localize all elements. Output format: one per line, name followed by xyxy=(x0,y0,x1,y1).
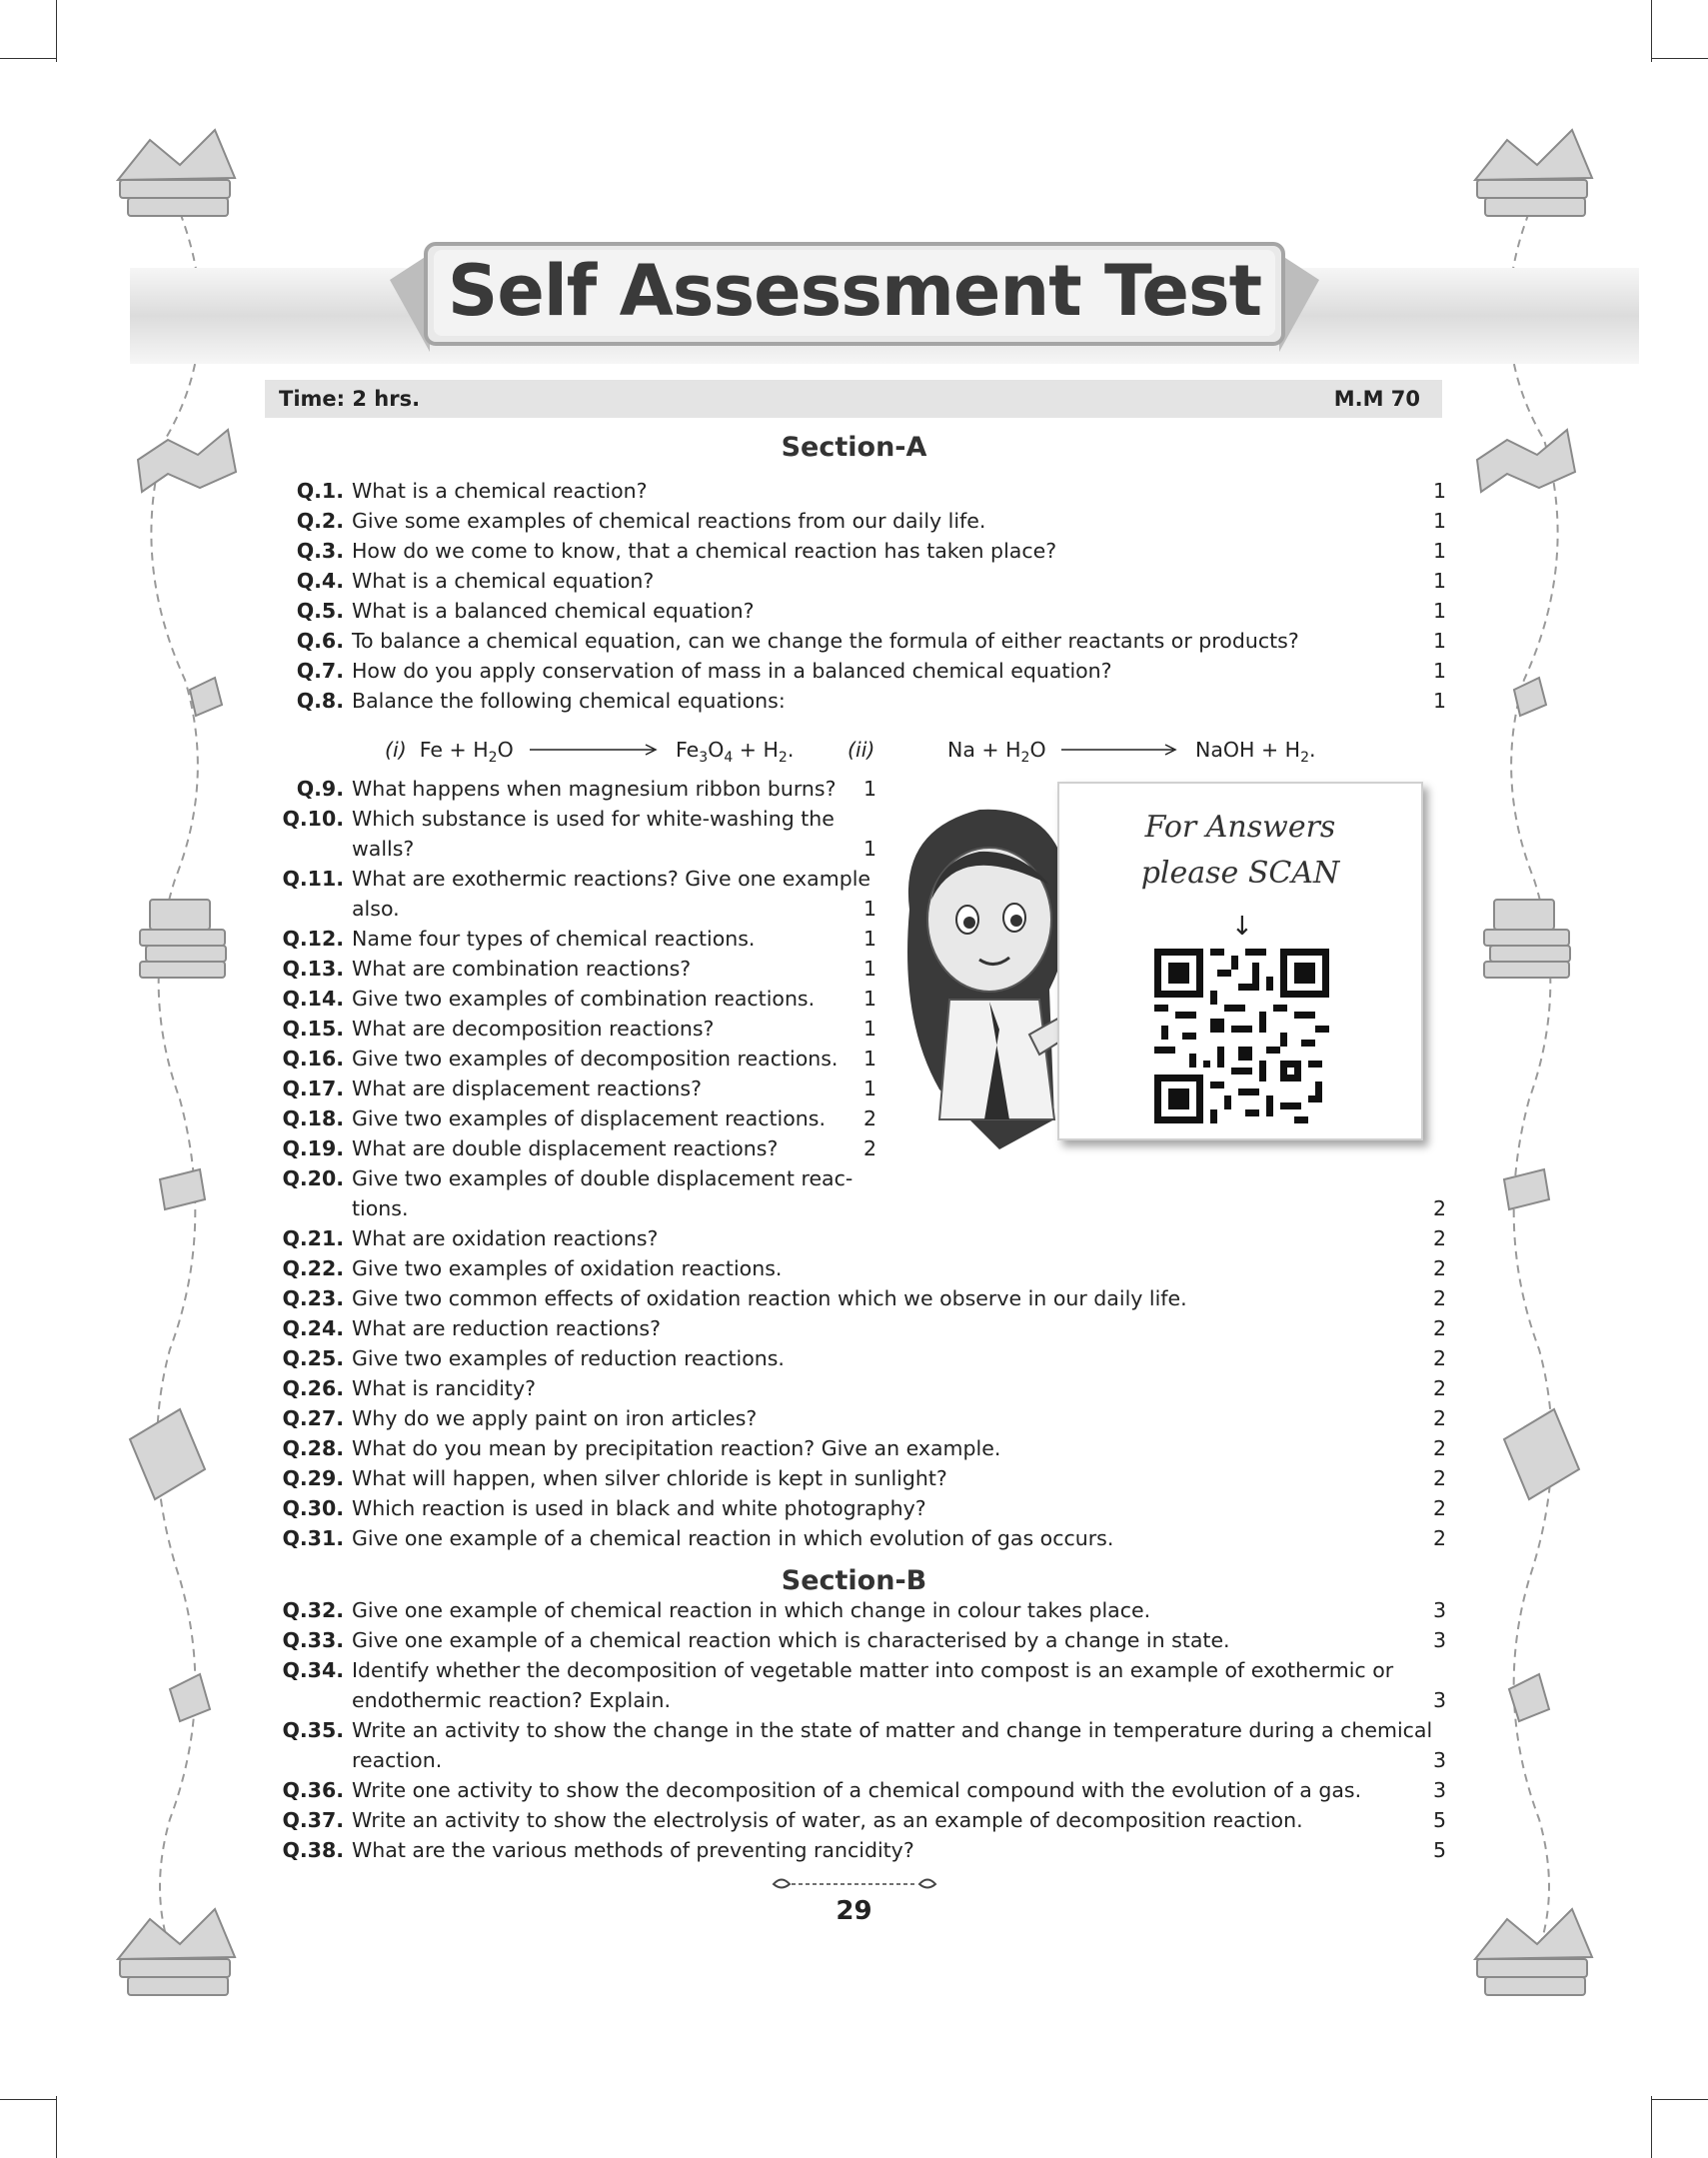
question-text: To balance a chemical equation, can we change the formula of either reactants or products? xyxy=(352,629,1299,653)
question-item xyxy=(282,506,1453,536)
question-item xyxy=(282,1595,1453,1625)
question-marks: 1 xyxy=(1433,629,1447,653)
question-text: What is a balanced chemical equation? xyxy=(352,599,755,623)
max-marks: M.M 70 xyxy=(1333,387,1420,411)
page-number: 29 xyxy=(836,1896,872,1926)
question-marks: 2 xyxy=(1433,1226,1447,1250)
question-item xyxy=(282,774,883,804)
question-number: Q.33. xyxy=(282,1628,344,1652)
question-text: What happens when magnesium ribbon burns? xyxy=(352,777,837,801)
question-text: What is a chemical equation? xyxy=(352,569,655,593)
question-number: Q.19. xyxy=(282,1136,344,1160)
question-item xyxy=(282,1373,1453,1403)
question-item xyxy=(282,1493,1453,1523)
question-number: Q.11. xyxy=(282,867,344,891)
question-item xyxy=(282,1463,1453,1493)
question-item xyxy=(282,1133,883,1163)
question-marks: 1 xyxy=(863,1077,877,1100)
question-text: What is a chemical reaction? xyxy=(352,479,648,503)
question-item xyxy=(282,626,1453,656)
question-text: What are reduction reactions? xyxy=(352,1316,661,1340)
question-item xyxy=(282,1283,1453,1313)
question-text: Identify whether the decomposition of vegetable matter into compost is an example of exothermic or xyxy=(352,1658,1394,1682)
question-text: What is rancidity? xyxy=(352,1376,536,1400)
closed-book-icon xyxy=(130,1409,205,1499)
question-text: How do you apply conservation of mass in a balanced chemical equation? xyxy=(352,659,1112,683)
question-number: Q.22. xyxy=(282,1256,344,1280)
small-book-icon xyxy=(160,1169,205,1209)
equation-left: $Fe + H_2O$ xyxy=(419,738,514,767)
question-number: Q.12. xyxy=(282,927,344,951)
question-text: Which substance is used for white-washing the xyxy=(352,807,835,831)
question-number: Q.5. xyxy=(296,599,344,623)
question-number: Q.8. xyxy=(296,689,344,713)
question-number: Q.24. xyxy=(282,1316,344,1340)
question-item xyxy=(282,1313,1453,1343)
question-marks: 2 xyxy=(1433,1316,1447,1340)
question-item xyxy=(282,1074,883,1103)
question-item xyxy=(282,1655,1453,1712)
question-item xyxy=(282,1433,1453,1463)
question-number: Q.15. xyxy=(282,1017,344,1041)
question-text: Balance the following chemical equations: xyxy=(352,689,786,713)
question-number: Q.20. xyxy=(282,1166,344,1190)
question-marks: 1 xyxy=(863,1017,877,1041)
question-text-continued: also. xyxy=(352,897,400,921)
equation-ii-label-wrap xyxy=(848,735,874,765)
question-number: Q.18. xyxy=(282,1106,344,1130)
question-text: What are combination reactions? xyxy=(352,957,692,981)
question-text: What are displacement reactions? xyxy=(352,1077,702,1100)
question-text: What are exothermic reactions? Give one example xyxy=(352,867,871,891)
question-number: Q.30. xyxy=(282,1496,344,1520)
question-text: Give one example of a chemical reaction in which evolution of gas occurs. xyxy=(352,1526,1114,1550)
question-number: Q.21. xyxy=(282,1226,344,1250)
small-book-icon xyxy=(1504,1169,1549,1209)
equation-ii: $Na + H_2O$ xyxy=(947,738,1046,767)
question-text: Why do we apply paint on iron articles? xyxy=(352,1406,758,1430)
question-item xyxy=(282,1163,1453,1220)
question-marks: 3 xyxy=(1433,1778,1447,1802)
question-number: Q.23. xyxy=(282,1286,344,1310)
section-b-title: Section-B xyxy=(781,1565,927,1596)
footer-ornament xyxy=(770,1875,939,1893)
question-number: Q.27. xyxy=(282,1406,344,1430)
question-text: Name four types of chemical reactions. xyxy=(352,927,756,951)
section-a-title: Section-A xyxy=(781,432,927,463)
question-number: Q.2. xyxy=(296,509,344,533)
question-text-continued: reaction. xyxy=(352,1748,443,1772)
answer-scan-card xyxy=(1057,782,1423,1140)
question-number: Q.16. xyxy=(282,1047,344,1071)
question-number: Q.31. xyxy=(282,1526,344,1550)
question-marks: 1 xyxy=(1433,689,1447,713)
question-number: Q.6. xyxy=(296,629,344,653)
question-item xyxy=(282,566,1453,596)
question-item xyxy=(282,1715,1453,1772)
question-item xyxy=(282,1014,883,1044)
question-item xyxy=(282,924,883,954)
question-number: Q.28. xyxy=(282,1436,344,1460)
question-number: Q.35. xyxy=(282,1718,344,1742)
question-marks: 3 xyxy=(1433,1628,1447,1652)
question-text: Give two examples of reduction reactions. xyxy=(352,1346,785,1370)
question-text: Give two examples of oxidation reactions. xyxy=(352,1256,783,1280)
question-number: Q.1. xyxy=(296,479,344,503)
question-text-continued: walls? xyxy=(352,837,415,861)
question-item xyxy=(282,1343,1453,1373)
question-number: Q.36. xyxy=(282,1778,344,1802)
question-marks: 2 xyxy=(863,1136,877,1160)
question-text: Write one activity to show the decomposition of a chemical compound with the evolution of a gas. xyxy=(352,1778,1362,1802)
question-marks: 2 xyxy=(863,1106,877,1130)
question-marks: 2 xyxy=(1433,1196,1447,1220)
question-marks: 5 xyxy=(1433,1808,1447,1832)
question-marks: 2 xyxy=(1433,1496,1447,1520)
question-text: What are oxidation reactions? xyxy=(352,1226,659,1250)
question-text: What are double displacement reactions? xyxy=(352,1136,779,1160)
question-marks: 1 xyxy=(863,777,877,801)
question-text: Give some examples of chemical reactions from our daily life. xyxy=(352,509,986,533)
question-marks: 1 xyxy=(1433,509,1447,533)
question-number: Q.14. xyxy=(282,987,344,1011)
question-item xyxy=(282,804,883,861)
question-text-continued: endothermic reaction? Explain. xyxy=(352,1688,671,1712)
question-marks: 2 xyxy=(1433,1466,1447,1490)
question-number: Q.29. xyxy=(282,1466,344,1490)
question-item xyxy=(282,984,883,1014)
question-marks: 2 xyxy=(1433,1526,1447,1550)
book-stack-icon xyxy=(140,900,226,978)
question-item xyxy=(282,1805,1453,1835)
question-number: Q.3. xyxy=(296,539,344,563)
question-text: Give one example of chemical reaction in which change in colour takes place. xyxy=(352,1598,1151,1622)
equation-label: (i) xyxy=(385,738,407,762)
question-text: What do you mean by precipitation reaction? Give an example. xyxy=(352,1436,1001,1460)
question-number: Q.38. xyxy=(282,1838,344,1862)
question-text: What are the various methods of preventing rancidity? xyxy=(352,1838,914,1862)
small-book-icon xyxy=(190,678,222,716)
question-text: What are decomposition reactions? xyxy=(352,1017,715,1041)
question-item xyxy=(282,1403,1453,1433)
book-stack-icon xyxy=(1475,130,1592,216)
question-item xyxy=(282,1775,1453,1805)
question-item xyxy=(282,864,883,921)
question-marks: 1 xyxy=(1433,599,1447,623)
equation-label: (ii) xyxy=(848,738,875,762)
question-number: Q.9. xyxy=(296,777,344,801)
question-marks: 3 xyxy=(1433,1688,1447,1712)
question-marks: 1 xyxy=(1433,539,1447,563)
question-number: Q.13. xyxy=(282,957,344,981)
question-text: Give one example of a chemical reaction which is characterised by a change in state. xyxy=(352,1628,1230,1652)
question-marks: 1 xyxy=(863,897,877,921)
question-marks: 1 xyxy=(1433,569,1447,593)
question-marks: 3 xyxy=(1433,1598,1447,1622)
question-item xyxy=(282,1044,883,1074)
question-text: How do we come to know, that a chemical reaction has taken place? xyxy=(352,539,1057,563)
question-text: Write an activity to show the electrolysis of water, as an example of decomposition reaction. xyxy=(352,1808,1303,1832)
question-number: Q.34. xyxy=(282,1658,344,1682)
question-item xyxy=(282,686,1453,716)
question-marks: 1 xyxy=(863,837,877,861)
question-number: Q.4. xyxy=(296,569,344,593)
question-number: Q.7. xyxy=(296,659,344,683)
time-label: Time: 2 hrs. xyxy=(279,387,421,411)
down-arrow-icon: ↓ xyxy=(1231,912,1253,942)
equation-i-product: $Fe_3O_4 + H_2$. xyxy=(676,738,795,767)
question-number: Q.32. xyxy=(282,1598,344,1622)
question-item xyxy=(282,1103,883,1133)
small-book-icon xyxy=(1514,678,1546,716)
closed-book-icon xyxy=(1504,1409,1579,1499)
question-marks: 5 xyxy=(1433,1838,1447,1862)
small-book-icon xyxy=(170,1674,210,1721)
scan-line-1: For Answers xyxy=(1144,810,1336,845)
question-number: Q.17. xyxy=(282,1077,344,1100)
question-item xyxy=(282,536,1453,566)
qr-code[interactable] xyxy=(1154,949,1329,1123)
question-number: Q.10. xyxy=(282,807,344,831)
question-item xyxy=(282,1223,1453,1253)
scan-line-2: please SCAN xyxy=(1140,856,1340,891)
question-marks: 2 xyxy=(1433,1376,1447,1400)
question-text: What will happen, when silver chloride is kept in sunlight? xyxy=(352,1466,947,1490)
question-text: Give two examples of combination reactions. xyxy=(352,987,816,1011)
question-marks: 1 xyxy=(1433,479,1447,503)
question-text: Give two examples of double displacement reac- xyxy=(352,1166,854,1190)
question-marks: 1 xyxy=(863,1047,877,1071)
question-number: Q.37. xyxy=(282,1808,344,1832)
question-item xyxy=(282,1253,1453,1283)
question-marks: 2 xyxy=(1433,1256,1447,1280)
time-marks-bar xyxy=(265,380,1442,418)
question-marks: 2 xyxy=(1433,1406,1447,1430)
question-text: Give two examples of decomposition reactions. xyxy=(352,1047,839,1071)
question-number: Q.25. xyxy=(282,1346,344,1370)
reaction-arrow-icon xyxy=(530,742,660,758)
question-item xyxy=(282,476,1453,506)
question-item xyxy=(282,1835,1453,1865)
question-item xyxy=(282,1625,1453,1655)
question-item xyxy=(282,596,1453,626)
question-marks: 2 xyxy=(1433,1346,1447,1370)
question-item xyxy=(282,1523,1453,1553)
question-text: Give two examples of displacement reactions. xyxy=(352,1106,826,1130)
question-marks: 2 xyxy=(1433,1436,1447,1460)
book-stack-icon xyxy=(118,130,235,216)
equation-i xyxy=(385,735,514,773)
page-title: Self Assessment Test xyxy=(447,250,1262,332)
question-marks: 1 xyxy=(863,957,877,981)
question-item xyxy=(282,656,1453,686)
book-stack-icon xyxy=(1484,900,1570,978)
question-text: Give two common effects of oxidation reaction which we observe in our daily life. xyxy=(352,1286,1187,1310)
question-marks: 1 xyxy=(863,927,877,951)
question-number: Q.26. xyxy=(282,1376,344,1400)
question-marks: 2 xyxy=(1433,1286,1447,1310)
equation-ii-product: NaOH + $H_2$. xyxy=(1195,738,1316,767)
question-marks: 1 xyxy=(1433,659,1447,683)
reaction-arrow-icon xyxy=(1061,742,1179,758)
question-item xyxy=(282,954,883,984)
question-text-continued: tions. xyxy=(352,1196,409,1220)
question-marks: 3 xyxy=(1433,1748,1447,1772)
small-book-icon xyxy=(1509,1674,1549,1721)
question-marks: 1 xyxy=(863,987,877,1011)
question-text: Write an activity to show the change in the state of matter and change in temperature during a chemical xyxy=(352,1718,1433,1742)
question-text: Which reaction is used in black and white photography? xyxy=(352,1496,926,1520)
